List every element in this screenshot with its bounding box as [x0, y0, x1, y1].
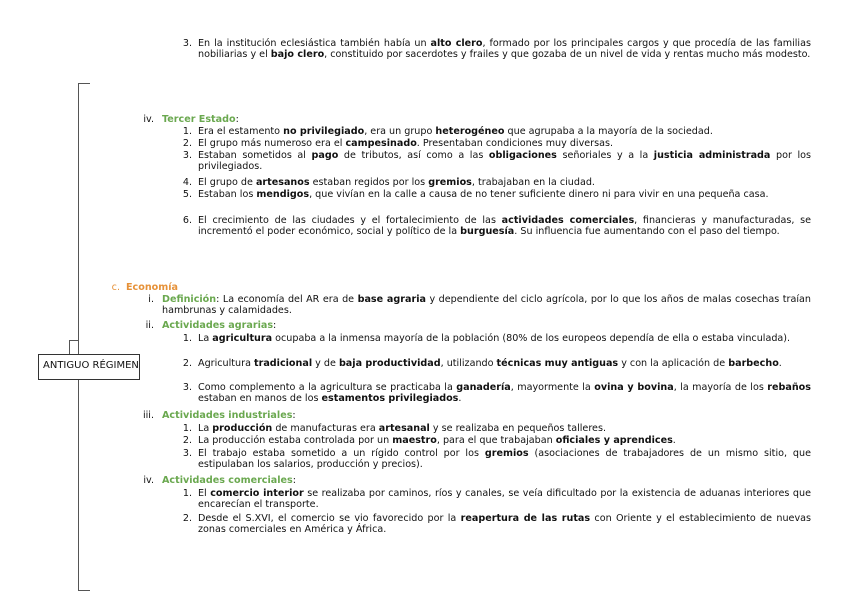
industriales-number: iii.: [142, 410, 154, 421]
tercer-estado-item-number: 1.: [182, 126, 192, 137]
comerciales-item-text: El comercio interior se realizaba por caminos, ríos y canales, se veía dificultado por la existencia de aduanas interiores que encarecían el transporte.: [198, 488, 811, 511]
tercer-estado-item-text: El crecimiento de las ciudades y el fortalecimiento de las actividades comerciales, financieras y manufacturadas, se incrementó el poder económico, social y político de la burguesía. Su influencia fue aumentando con el paso del tiempo.: [198, 215, 812, 238]
industriales-item-text: La producción de manufacturas era artesanal y se realizaba en pequeños talleres.: [198, 423, 607, 434]
agrarias-item-text: Agricultura tradicional y de baja productividad, utilizando técnicas muy antiguas y con la aplicación de barbecho.: [198, 358, 782, 369]
agrarias-title: Actividades agrarias: [162, 320, 274, 331]
industriales-title: Actividades industriales: [162, 410, 293, 421]
brace-vertical: [78, 83, 79, 591]
industriales-item-number: 1.: [182, 423, 192, 434]
definicion-title: Definición: [162, 294, 217, 305]
agrarias-heading: Actividades agrarias:: [162, 320, 277, 331]
industriales-item-number: 3.: [182, 448, 192, 459]
comerciales-item-text: Desde el S.XVI, el comercio se vio favorecido por la reapertura de las rutas con Oriente y el establecimiento de nuevas zonas comerciales en América y África.: [198, 513, 812, 536]
tercer-estado-item-number: 4.: [182, 177, 192, 188]
economia-number: c.: [111, 282, 120, 293]
agrarias-item-number: 2.: [182, 358, 192, 369]
clergy-item-text: En la institución eclesiástica también había un alto clero, formado por los principales cargos y que procedía de las familias nobiliarias y el bajo clero, constituido por sacerdotes y frailes y que gozaba de un nivel de vida y rentas mucho más modesto.: [198, 38, 811, 61]
agrarias-number: ii.: [145, 320, 154, 331]
tercer-estado-title: Tercer Estado: [162, 114, 236, 125]
agrarias-item-text: La agricultura ocupaba a la inmensa mayoría de la población (80% de los europeos dependía de ella o estaba vinculada).: [198, 333, 791, 344]
tercer-estado-item-text: Era el estamento no privilegiado, era un grupo heterogéneo que agrupaba a la mayoría de la sociedad.: [198, 126, 713, 137]
tercer-estado-item-text: El grupo de artesanos estaban regidos por los gremios, trabajaban en la ciudad.: [198, 177, 595, 188]
industriales-item-text: El trabajo estaba sometido a un rígido control por los gremios (asociaciones de trabajadores de un mismo sitio, que estipulaban los salarios, producción y precios).: [198, 448, 812, 471]
industriales-heading: Actividades industriales:: [162, 410, 296, 421]
tercer-estado-item-number: 3.: [182, 150, 192, 161]
box-connector: [69, 340, 70, 354]
tercer-estado-heading: Tercer Estado:: [162, 114, 239, 125]
tercer-estado-item-number: 6.: [182, 215, 192, 226]
tercer-estado-item-text: El grupo más numeroso era el campesinado. Presentaban condiciones muy diversas.: [198, 138, 614, 149]
comerciales-heading: Actividades comerciales:: [162, 475, 296, 486]
industriales-item-number: 2.: [182, 435, 192, 446]
comerciales-title: Actividades comerciales: [162, 475, 293, 486]
brace-middle-tick: [70, 340, 78, 341]
brace-bottom-tick: [78, 590, 90, 591]
definicion-body: La economía del AR era de base agraria y dependiente del ciclo agrícola, por lo que los años de malas cosechas traían hambrunas y calamidades.: [162, 294, 811, 317]
tercer-estado-item-text: Estaban sometidos al pago de tributos, así como a las obligaciones señoriales y a la justicia administrada por los privilegiados.: [198, 150, 811, 173]
side-label: ANTIGUO RÉGIMEN: [43, 360, 139, 371]
agrarias-item-number: 3.: [182, 382, 192, 393]
comerciales-item-number: 1.: [182, 488, 192, 499]
clergy-item-number: 3.: [182, 38, 192, 49]
comerciales-item-number: 2.: [182, 513, 192, 524]
tercer-estado-number: iv.: [143, 114, 154, 125]
tercer-estado-item-number: 5.: [182, 189, 192, 200]
comerciales-number: iv.: [143, 475, 154, 486]
agrarias-item-text: Como complemento a la agricultura se practicaba la ganadería, mayormente la ovina y bovina, la mayoría de los rebaños estaban en manos de los estamentos privilegiados.: [198, 382, 811, 405]
economia-title: Economía: [126, 282, 179, 293]
industriales-item-text: La producción estaba controlada por un maestro, para el que trabajaban oficiales y aprendices.: [198, 435, 676, 446]
definicion-text: Definición: La economía del AR era de base agraria y dependiente del ciclo agrícola, por lo que los años de malas cosechas traían hambrunas y calamidades.: [162, 294, 811, 317]
brace-top-tick: [78, 83, 90, 84]
tercer-estado-item-text: Estaban los mendigos, que vivían en la calle a causa de no tener suficiente dinero ni para vivir en una pequeña casa.: [198, 189, 769, 200]
agrarias-item-number: 1.: [182, 333, 192, 344]
definicion-number: i.: [148, 294, 154, 305]
tercer-estado-item-number: 2.: [182, 138, 192, 149]
side-label-box: [38, 354, 140, 380]
